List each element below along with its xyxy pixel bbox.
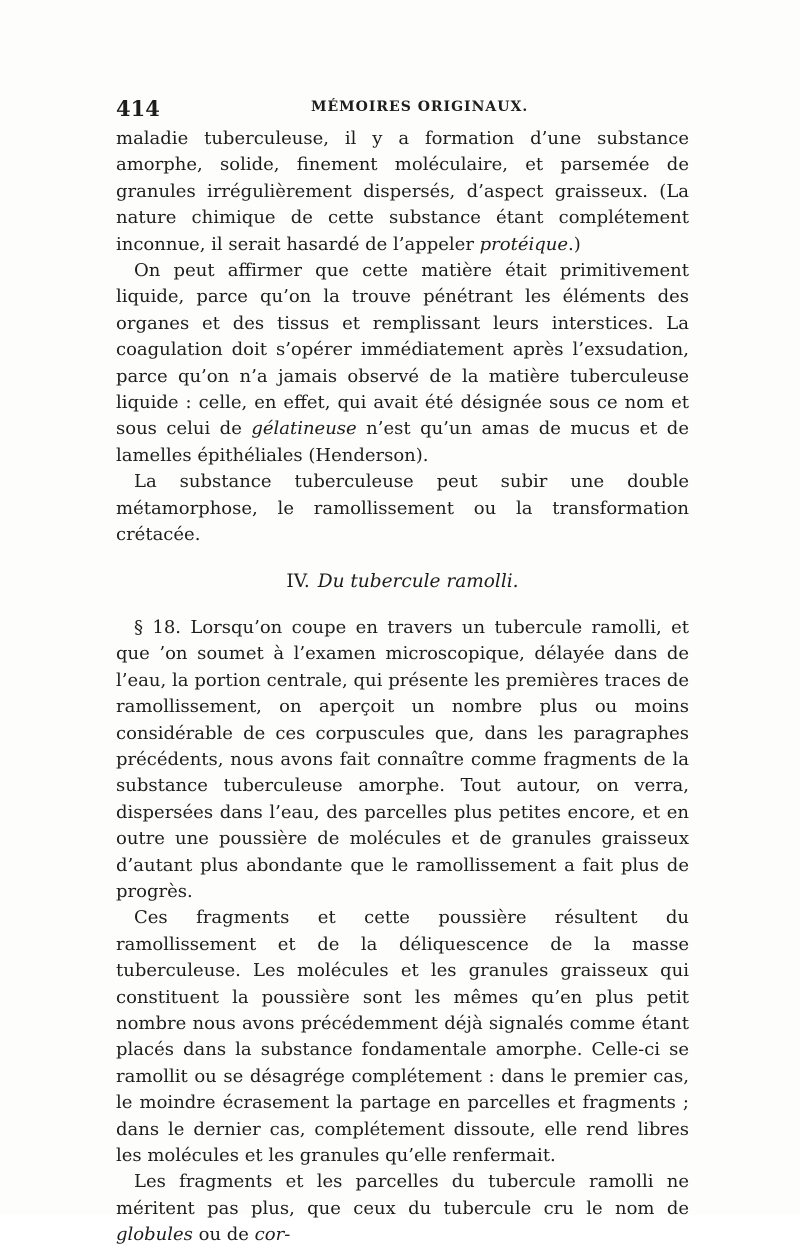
italic-term: gélatineuse xyxy=(251,418,357,440)
paragraph-3: La substance tuberculeuse peut subir une double métamorphose, le ramollissement ou la transformation crétacée. xyxy=(116,471,689,546)
italic-term: globules xyxy=(116,1224,193,1246)
paragraph-1: maladie tuberculeuse, il y a formation d’une substance amorphe, solide, finement moléculaire, et parsemée de granules irrégulièrement dispersés, d’aspect graisseux. (La nature chimique de cette substance étant complétement inconnue, il serait hasardé de l’appeler protéique.) xyxy=(116,128,689,255)
section-number: IV. xyxy=(286,570,310,592)
paragraph-5: Ces fragments et cette poussière résultent du ramollissement et de la déliquescence de la masse tuberculeuse. Les molécules et les granules graisseux qui constituent la poussière sont les mêmes qu’en plus petit nombre nous avons précédemment déjà signalés comme étant placés dans la substance fondamentale amorphe. Celle-ci se ramollit ou se désagrége complétement : dans le premier cas, le moindre écrasement la partage en parcelles et fragments ; dans le dernier cas, complétement dissoute, elle rend libres les molécules et les granules qu’elle renfermait. xyxy=(116,907,689,1167)
paragraph-6: Les fragments et les parcelles du tubercule ramolli ne méritent pas plus, que ceux du tubercule cru le nom de globules ou de cor- xyxy=(116,1171,689,1246)
running-head xyxy=(116,96,686,122)
section-title: Du tubercule ramolli. xyxy=(317,570,519,592)
paragraph-4: § 18. Lorsqu’on coupe en travers un tubercule ramolli, et que ’on soumet à l’examen microscopique, délayée dans de l’eau, la portion centrale, qui présente les premières traces de ramollissement, on aperçoit un nombre plus ou moins considérable de ces corpuscules que, dans les paragraphes précédents, nous avons fait connaître comme fragments de la substance tuberculeuse amorphe. Tout autour, on verra, dispersées dans l’eau, des parcelles plus petites encore, et en outre une poussière de molécules et de granules graisseux d’autant plus abondante que le ramollissement a fait plus de progrès. xyxy=(116,616,689,902)
body-text xyxy=(116,126,689,1249)
italic-term: cor- xyxy=(254,1224,291,1246)
running-title: MÉMOIRES ORIGINAUX. xyxy=(311,99,529,115)
section-heading xyxy=(116,569,689,595)
italic-term: protéique xyxy=(479,233,569,255)
page-number: 414 xyxy=(116,96,160,121)
paragraph-2: On peut affirmer que cette matière était primitivement liquide, parce qu’on la trouve pénétrant les éléments des organes et des tissus et remplissant leurs interstices. La coagulation doit s’opérer immédiatement après l’exsudation, parce qu’on n’a jamais observé de la matière tuberculeuse liquide : celle, en effet, qui avait été désignée sous ce nom et sous celui de gélatineuse n’est qu’un amas de mucus et de lamelles épithéliales (Henderson). xyxy=(116,260,689,466)
